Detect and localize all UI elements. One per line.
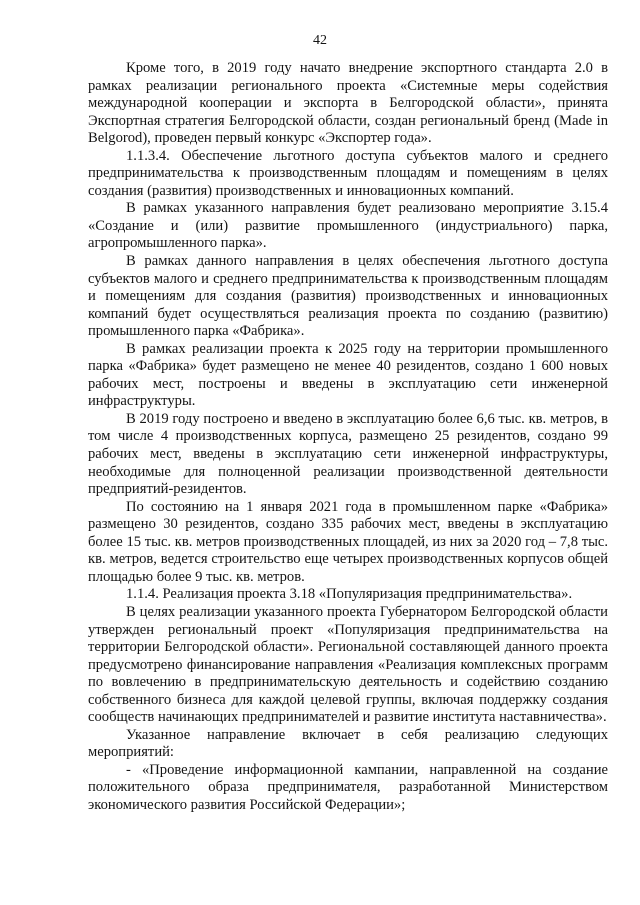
paragraph-export-standard: Кроме того, в 2019 году начато внедрение экспортного стандарта 2.0 в рамках реализации регионального проекта «Системные меры содействия международной кооперации и экспорта в Белгородской области», принята Экспортная стратегия Белгородской области, создан региональный бренд (Made in Belgorod), проведен первый конкурс «Экспортер года».	[88, 60, 608, 147]
page-number: 42	[313, 33, 327, 48]
paragraph-info-campaign: - «Проведение информационной кампании, направленной на создание положительного образа предпринимателя, разработанной Министерством экономического развития Российской Федерации»;	[88, 761, 608, 813]
paragraph-regional-project: В целях реализации указанного проекта Губернатором Белгородской области утвержден региональный проект «Популяризация предпринимательства на территории Белгородской области». Региональной составляющей данного проекта предусмотрено финансирование направления «Реализация комплексных программ по вовлечению в предпринимательскую деятельность и содействию созданию собственного бизнеса для каждой целевой группы, включая поддержку создания сообществ начинающих предпринимателей и развитие института наставничества».	[88, 603, 608, 726]
paragraph-fabrika-2025-goals: В рамках реализации проекта к 2025 году на территории промышленного парка «Фабрика» будет размещено не менее 40 резидентов, создано 1 600 новых рабочих мест, построены и введены в эксплуатацию сети инженерной инфраструктуры.	[88, 340, 608, 410]
paragraph-section-1-1-3-4: 1.1.3.4. Обеспечение льготного доступа субъектов малого и среднего предпринимательства к производственным площадям и помещениям в целях создания (развития) производственных и инновационных компаний.	[88, 147, 608, 199]
paragraph-measure-3-15-4: В рамках указанного направления будет реализовано мероприятие 3.15.4 «Создание и (или) развитие промышленного (индустриального) парка, агропромышленного парка».	[88, 200, 608, 252]
paragraph-section-1-1-4: 1.1.4. Реализация проекта 3.18 «Популяризация предпринимательства».	[126, 586, 573, 603]
paragraph-measures-intro: Указанное направление включает в себя реализацию следующих мероприятий:	[88, 726, 608, 761]
paragraph-fabrika-project: В рамках данного направления в целях обеспечения льготного доступа субъектов малого и среднего предпринимательства к производственным площадям и помещениям для создания (развития) производственных и инновационных компаний будет осуществляться реализация проекта по созданию (развитию) промышленного парка «Фабрика».	[88, 253, 608, 340]
document-body	[88, 60, 608, 815]
paragraph-2019-results: В 2019 году построено и введено в эксплуатацию более 6,6 тыс. кв. метров, в том числе 4 производственных корпуса, размещено 25 резидентов, создано 99 рабочих мест, введены в эксплуатацию сети инженерной инфраструктуры, необходимые для полноценной реализации производственной деятельности предприятий-резидентов.	[88, 410, 608, 498]
paragraph-2021-status: По состоянию на 1 января 2021 года в промышленном парке «Фабрика» размещено 30 резидентов, создано 335 рабочих мест, введены в эксплуатацию более 15 тыс. кв. метров производственных площадей, из них за 2020 год – 7,8 тыс. кв. метров, ведется строительство еще четырех производственных корпусов общей площадью более 9 тыс. кв. метров.	[88, 498, 608, 585]
